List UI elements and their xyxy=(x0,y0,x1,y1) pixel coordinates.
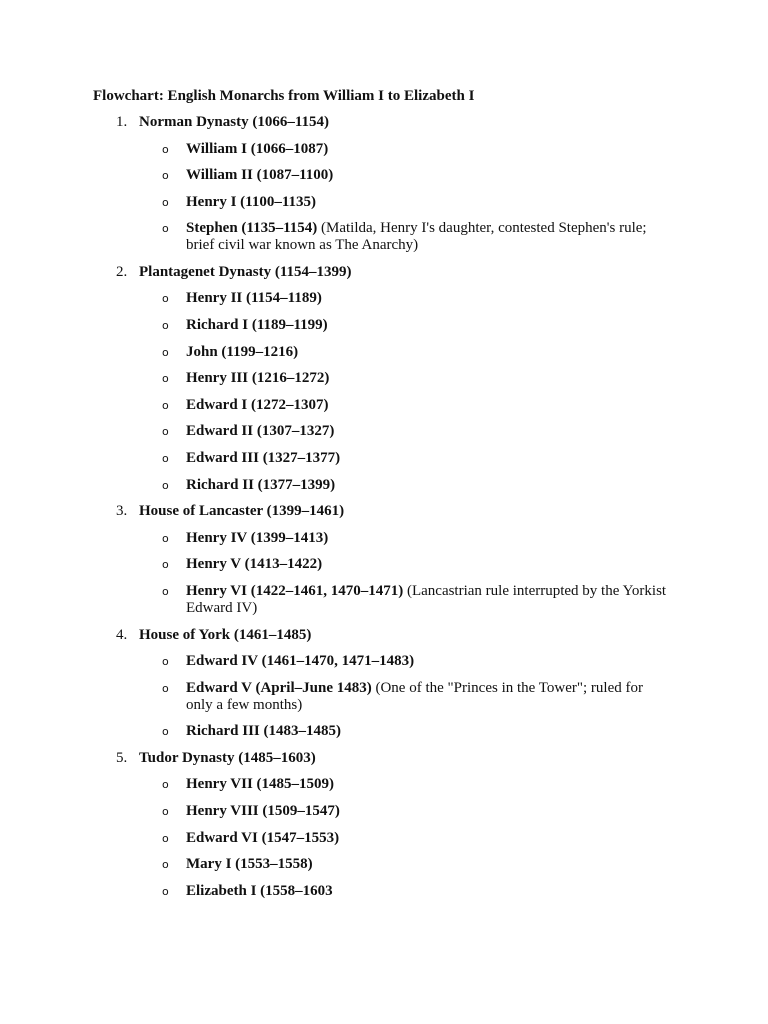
monarch-item xyxy=(0,856,768,883)
monarch-name: Stephen (1135–1154) xyxy=(186,220,318,237)
monarch-note: (Matilda, Henry I's daughter, contested Stephen's rule; brief civil war known as The Anarchy) xyxy=(186,220,647,254)
dynasty-section xyxy=(0,750,768,910)
monarch-name: Edward V (April–June 1483) xyxy=(186,679,372,696)
monarch-name: William I (1066–1087) xyxy=(186,140,329,157)
hollow-circle-bullet-icon: o xyxy=(162,531,169,545)
monarch-item xyxy=(0,423,768,450)
dynasty-number: 2. xyxy=(116,263,128,280)
monarch-name: Edward II (1307–1327) xyxy=(186,423,335,440)
monarch-name: John (1199–1216) xyxy=(186,343,299,360)
monarch-item xyxy=(0,803,768,830)
dynasty-number: 5. xyxy=(116,749,128,766)
monarch-name: Henry V (1413–1422) xyxy=(186,556,323,573)
monarch-item xyxy=(0,220,768,264)
hollow-circle-bullet-icon: o xyxy=(162,681,169,695)
monarch-list xyxy=(0,653,768,750)
monarch-name: Richard I (1189–1199) xyxy=(186,317,328,334)
monarch-note: (One of the "Princes in the Tower"; ruled for only a few months) xyxy=(186,679,643,713)
monarch-name: Henry VI (1422–1461, 1470–1471) xyxy=(186,583,404,599)
dynasty-list xyxy=(0,114,768,909)
monarch-item xyxy=(0,194,768,221)
monarch-name: Edward IV (1461–1470, 1471–1483) xyxy=(186,653,415,670)
hollow-circle-bullet-icon: o xyxy=(162,169,169,183)
monarch-item xyxy=(0,450,768,477)
monarch-list xyxy=(0,776,768,909)
monarch-item xyxy=(0,556,768,583)
hollow-circle-bullet-icon: o xyxy=(162,585,169,598)
hollow-circle-bullet-icon: o xyxy=(162,884,169,898)
monarch-item xyxy=(0,141,768,168)
dynasty-label: Plantagenet Dynasty (1154–1399) xyxy=(139,263,352,280)
dynasty-section xyxy=(0,627,768,750)
monarch-name: Edward VI (1547–1553) xyxy=(186,829,340,846)
dynasty-heading xyxy=(0,114,768,141)
dynasty-heading xyxy=(0,264,768,291)
monarch-item xyxy=(0,583,768,627)
hollow-circle-bullet-icon: o xyxy=(162,858,169,872)
monarch-item xyxy=(0,776,768,803)
monarch-note: (Lancastrian rule interrupted by the Yorkist Edward IV) xyxy=(186,583,667,616)
monarch-name: Edward III (1327–1377) xyxy=(186,450,341,467)
monarch-name: Mary I (1553–1558) xyxy=(186,856,313,873)
dynasty-label: Norman Dynasty (1066–1154) xyxy=(139,114,329,130)
dynasty-number: 1. xyxy=(116,114,128,130)
hollow-circle-bullet-icon: o xyxy=(162,372,169,386)
monarch-item xyxy=(0,653,768,680)
hollow-circle-bullet-icon: o xyxy=(162,398,169,412)
monarch-name: Elizabeth I (1558–1603 xyxy=(186,882,333,899)
dynasty-section xyxy=(0,264,768,503)
monarch-name: Henry I (1100–1135) xyxy=(186,193,316,210)
monarch-name: Edward I (1272–1307) xyxy=(186,396,329,413)
monarch-name: Henry III (1216–1272) xyxy=(186,370,330,387)
monarch-item xyxy=(0,530,768,557)
dynasty-label: House of Lancaster (1399–1461) xyxy=(139,503,345,520)
document-title: Flowchart: English Monarchs from William I to Elizabeth I xyxy=(93,88,475,104)
monarch-name: Henry IV (1399–1413) xyxy=(186,529,329,546)
hollow-circle-bullet-icon: o xyxy=(162,222,169,236)
monarch-name: Henry VII (1485–1509) xyxy=(186,776,335,793)
dynasty-section xyxy=(0,503,768,626)
monarch-item xyxy=(0,883,768,910)
monarch-item xyxy=(0,317,768,344)
dynasty-section xyxy=(0,114,768,264)
monarch-name: William II (1087–1100) xyxy=(186,167,334,184)
hollow-circle-bullet-icon: o xyxy=(162,345,169,359)
monarch-name: Richard III (1483–1485) xyxy=(186,723,342,740)
monarch-item xyxy=(0,167,768,194)
monarch-item xyxy=(0,723,768,750)
monarch-item xyxy=(0,397,768,424)
monarch-name: Richard II (1377–1399) xyxy=(186,476,336,493)
monarch-item xyxy=(0,370,768,397)
monarch-item xyxy=(0,290,768,317)
monarch-list xyxy=(0,290,768,503)
hollow-circle-bullet-icon: o xyxy=(162,778,169,792)
monarch-list xyxy=(0,141,768,264)
monarch-item xyxy=(0,680,768,724)
monarch-item xyxy=(0,477,768,504)
dynasty-heading xyxy=(0,750,768,777)
hollow-circle-bullet-icon: o xyxy=(162,319,169,333)
dynasty-number: 3. xyxy=(116,503,128,520)
monarch-item xyxy=(0,830,768,857)
hollow-circle-bullet-icon: o xyxy=(162,425,169,439)
monarch-name: Henry II (1154–1189) xyxy=(186,290,322,307)
monarch-name: Henry VIII (1509–1547) xyxy=(186,802,340,819)
hollow-circle-bullet-icon: o xyxy=(162,195,169,209)
dynasty-heading xyxy=(0,627,768,654)
hollow-circle-bullet-icon: o xyxy=(162,292,169,306)
hollow-circle-bullet-icon: o xyxy=(162,831,169,845)
dynasty-heading xyxy=(0,503,768,530)
hollow-circle-bullet-icon: o xyxy=(162,558,169,572)
monarch-list xyxy=(0,530,768,627)
hollow-circle-bullet-icon: o xyxy=(162,452,169,466)
hollow-circle-bullet-icon: o xyxy=(162,804,169,818)
hollow-circle-bullet-icon: o xyxy=(162,478,169,492)
hollow-circle-bullet-icon: o xyxy=(162,142,169,156)
dynasty-label: Tudor Dynasty (1485–1603) xyxy=(139,749,316,766)
hollow-circle-bullet-icon: o xyxy=(162,725,169,739)
dynasty-number: 4. xyxy=(116,626,128,643)
monarch-item xyxy=(0,344,768,371)
dynasty-label: House of York (1461–1485) xyxy=(139,626,312,643)
hollow-circle-bullet-icon: o xyxy=(162,655,169,669)
